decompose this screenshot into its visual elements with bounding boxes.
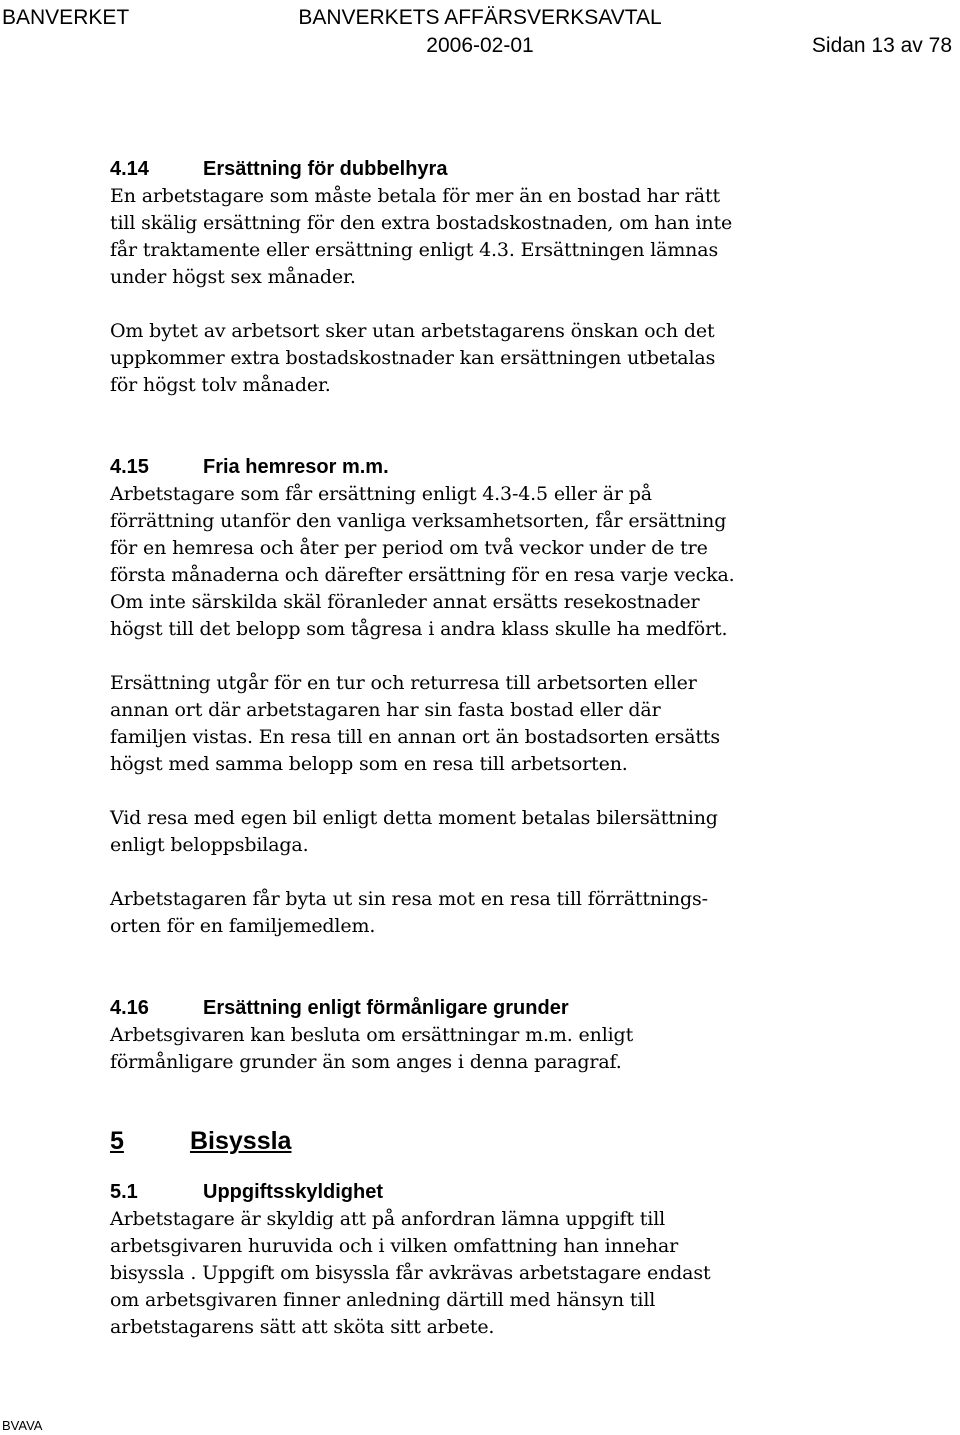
section-title: Fria hemresor m.m. xyxy=(203,456,389,478)
section-number: 5.1 xyxy=(110,1181,138,1203)
section-number: 4.15 xyxy=(110,456,149,478)
paragraph: Ersättning utgår för en tur och returresa till arbetsorten eller annan ort där arbetstagaren har sin fasta bostad eller där familjen vistas. En resa till en annan ort än bostadsorten ersätts högst med samma belopp som en resa till arbetsorten. xyxy=(110,672,720,775)
heading-5-1 xyxy=(110,1178,810,1206)
header-date: 2006-02-01 xyxy=(426,34,534,57)
paragraph: Arbetsgivaren kan besluta om ersättningar m.m. enligt förmånligare grunder än som anges i denna paragraf. xyxy=(110,1024,634,1073)
chapter-number: 5 xyxy=(110,1127,124,1155)
section-title: Ersättning för dubbelhyra xyxy=(203,158,448,180)
section-title: Uppgiftsskyldighet xyxy=(203,1181,384,1203)
paragraph: Arbetstagare är skyldig att på anfordran lämna uppgift till arbetsgivaren huruvida och i vilken omfattning han innehar bisyssla . Uppgift om bisyssla får avkrävas arbetstagare endast om arbetsgivaren finner anledning därtill med hänsyn till arbetstagarens sätt att sköta sitt arbete. xyxy=(110,1208,711,1338)
section-number: 4.16 xyxy=(110,997,149,1019)
page-footer: BVAVA xyxy=(2,1418,43,1433)
paragraph: Vid resa med egen bil enligt detta moment betalas bilersättning enligt beloppsbilaga. xyxy=(110,807,718,856)
section-number: 4.14 xyxy=(110,158,149,180)
heading-4-16 xyxy=(110,994,810,1022)
document-body xyxy=(110,155,810,1341)
chapter-title: Bisyssla xyxy=(190,1127,292,1155)
paragraph: En arbetstagare som måste betala för mer än en bostad har rätt till skälig ersättning för den extra bostadskostnaden, om han inte får traktamente eller ersättning enligt 4.3. Ersättningen lämnas under högst sex månader. xyxy=(110,185,733,288)
heading-4-14 xyxy=(110,155,810,183)
chapter-heading-5 xyxy=(110,1124,810,1158)
header-page-number: Sidan 13 av 78 xyxy=(811,34,952,57)
page-header xyxy=(0,4,960,64)
header-org: BANVERKET xyxy=(2,6,130,29)
paragraph: Om bytet av arbetsort sker utan arbetstagarens önskan och det uppkommer extra bostadskostnader kan ersättningen utbetalas för högst tolv månader. xyxy=(110,320,716,396)
paragraph: Arbetstagare som får ersättning enligt 4.3-4.5 eller är på förrättning utanför den vanliga verksamhetsorten, får ersättning för en hemresa och åter per period om två veckor under de tre första månaderna och därefter ersättning för en resa varje vecka. Om inte särskilda skäl föranleder annat ersätts resekostnader högst till det belopp som tågresa i andra klass skulle ha medfört. xyxy=(110,483,735,640)
section-title: Ersättning enligt förmånligare grunder xyxy=(203,997,569,1019)
heading-4-15 xyxy=(110,453,810,481)
paragraph: Arbetstagaren får byta ut sin resa mot en resa till förrättnings- orten för en familjemedlem. xyxy=(110,888,708,937)
header-title: BANVERKETS AFFÄRSVERKSAVTAL xyxy=(298,6,662,29)
